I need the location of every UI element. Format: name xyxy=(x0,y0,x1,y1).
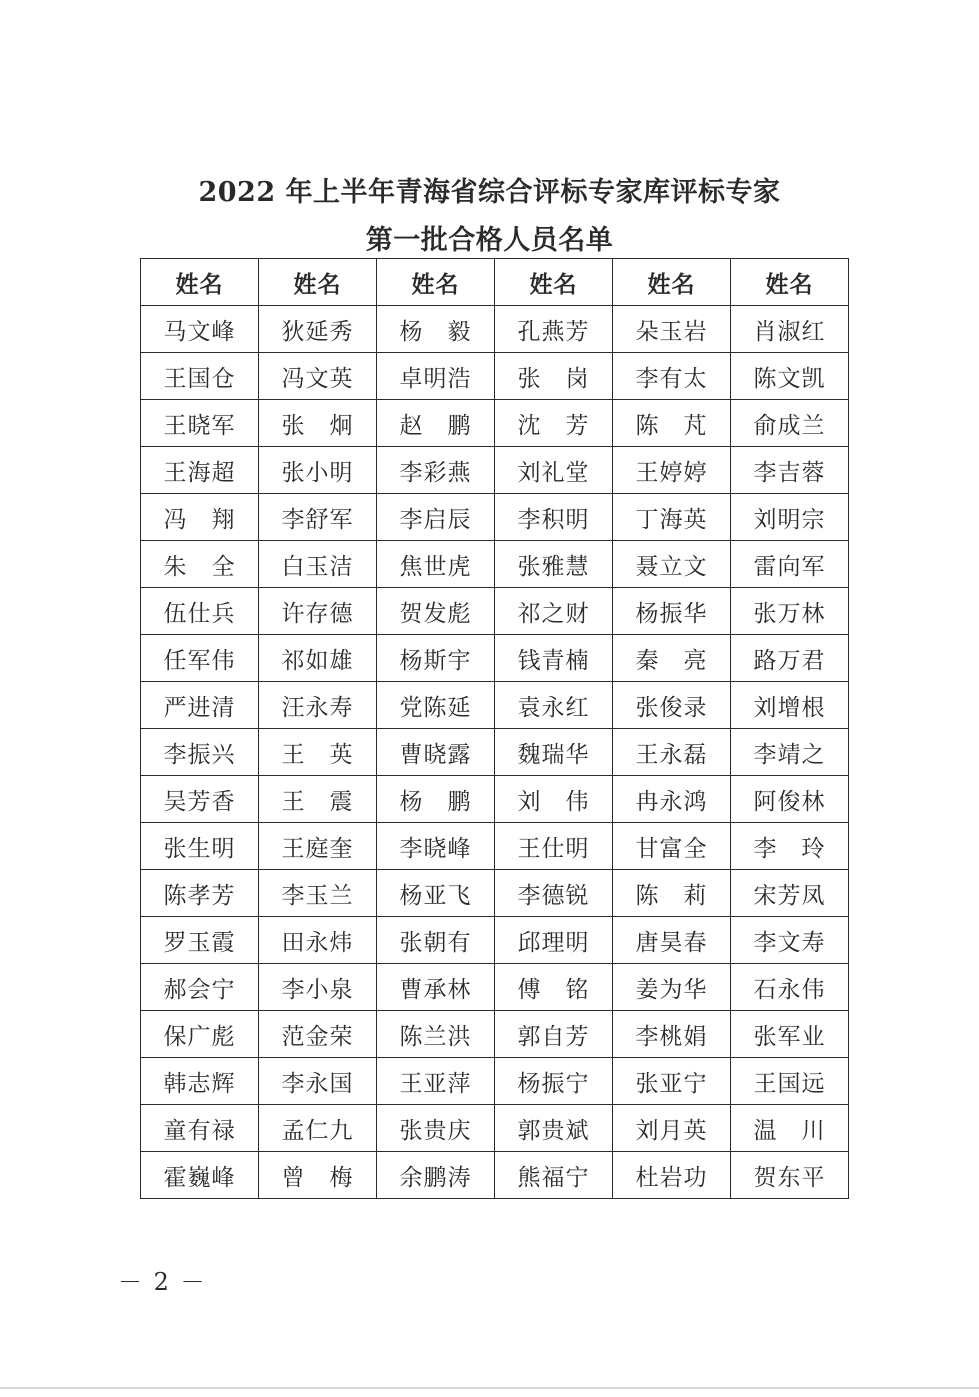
name-cell: 陈文凯 xyxy=(731,353,849,400)
name-cell: 吴芳香 xyxy=(141,776,259,823)
name-cell: 伍仕兵 xyxy=(141,588,259,635)
name-cell: 张万林 xyxy=(731,588,849,635)
table-header-row xyxy=(141,259,849,306)
column-header: 姓名 xyxy=(495,259,613,306)
name-cell: 孟仁九 xyxy=(259,1105,377,1152)
name-cell: 张小明 xyxy=(259,447,377,494)
name-cell: 张朝有 xyxy=(377,917,495,964)
name-cell: 李永国 xyxy=(259,1058,377,1105)
name-cell: 张亚宁 xyxy=(613,1058,731,1105)
page-number: － 2 － xyxy=(118,1268,207,1296)
name-cell: 钱青楠 xyxy=(495,635,613,682)
name-cell: 李晓峰 xyxy=(377,823,495,870)
name-cell: 白玉洁 xyxy=(259,541,377,588)
column-header: 姓名 xyxy=(259,259,377,306)
name-cell: 焦世虎 xyxy=(377,541,495,588)
name-cell: 秦 亮 xyxy=(613,635,731,682)
name-cell: 李舒军 xyxy=(259,494,377,541)
name-cell: 俞成兰 xyxy=(731,400,849,447)
name-cell: 余鹏涛 xyxy=(377,1152,495,1199)
name-cell: 范金荣 xyxy=(259,1011,377,1058)
name-cell: 贺发彪 xyxy=(377,588,495,635)
name-cell: 王海超 xyxy=(141,447,259,494)
name-cell: 温 川 xyxy=(731,1105,849,1152)
name-cell: 李有太 xyxy=(613,353,731,400)
name-cell: 魏瑞华 xyxy=(495,729,613,776)
document-title-line2: 第一批合格人员名单 xyxy=(365,225,614,256)
name-cell: 路万君 xyxy=(731,635,849,682)
table-body xyxy=(141,306,849,1199)
name-cell: 袁永红 xyxy=(495,682,613,729)
name-cell: 王 震 xyxy=(259,776,377,823)
name-cell: 赵 鹏 xyxy=(377,400,495,447)
name-cell: 杨振华 xyxy=(613,588,731,635)
table-row xyxy=(141,823,849,870)
table-row xyxy=(141,1058,849,1105)
name-cell: 严进清 xyxy=(141,682,259,729)
name-cell: 刘 伟 xyxy=(495,776,613,823)
name-cell: 李彩燕 xyxy=(377,447,495,494)
column-header: 姓名 xyxy=(141,259,259,306)
name-cell: 张 岗 xyxy=(495,353,613,400)
name-cell: 郝会宁 xyxy=(141,964,259,1011)
name-cell: 曹晓露 xyxy=(377,729,495,776)
table-row xyxy=(141,964,849,1011)
name-cell: 邱理明 xyxy=(495,917,613,964)
name-cell: 杜岩功 xyxy=(613,1152,731,1199)
name-cell: 李积明 xyxy=(495,494,613,541)
name-cell: 傅 铭 xyxy=(495,964,613,1011)
name-cell: 刘礼堂 xyxy=(495,447,613,494)
column-header: 姓名 xyxy=(731,259,849,306)
name-cell: 王晓军 xyxy=(141,400,259,447)
name-cell: 阿俊林 xyxy=(731,776,849,823)
name-cell: 熊福宁 xyxy=(495,1152,613,1199)
name-cell: 雷向军 xyxy=(731,541,849,588)
document-title-line1: 2022 年上半年青海省综合评标专家库评标专家 xyxy=(198,177,781,208)
table-row xyxy=(141,1011,849,1058)
name-cell: 王亚萍 xyxy=(377,1058,495,1105)
name-cell: 王 英 xyxy=(259,729,377,776)
name-cell: 沈 芳 xyxy=(495,400,613,447)
name-cell: 杨振宁 xyxy=(495,1058,613,1105)
name-cell: 保广彪 xyxy=(141,1011,259,1058)
table-row xyxy=(141,682,849,729)
name-cell: 许存德 xyxy=(259,588,377,635)
table-row xyxy=(141,494,849,541)
name-cell: 贺东平 xyxy=(731,1152,849,1199)
name-cell: 杨亚飞 xyxy=(377,870,495,917)
table-row xyxy=(141,635,849,682)
name-cell: 曾 梅 xyxy=(259,1152,377,1199)
name-cell: 郭自芳 xyxy=(495,1011,613,1058)
name-cell: 汪永寿 xyxy=(259,682,377,729)
name-cell: 曹承林 xyxy=(377,964,495,1011)
name-cell: 李靖之 xyxy=(731,729,849,776)
name-cell: 杨 毅 xyxy=(377,306,495,353)
name-cell: 丁海英 xyxy=(613,494,731,541)
name-cell: 韩志辉 xyxy=(141,1058,259,1105)
name-cell: 张生明 xyxy=(141,823,259,870)
column-header: 姓名 xyxy=(377,259,495,306)
name-cell: 甘富全 xyxy=(613,823,731,870)
table-row xyxy=(141,541,849,588)
name-cell: 李文寿 xyxy=(731,917,849,964)
name-cell: 李吉蓉 xyxy=(731,447,849,494)
name-cell: 李玉兰 xyxy=(259,870,377,917)
table-row xyxy=(141,870,849,917)
name-cell: 冉永鸿 xyxy=(613,776,731,823)
name-cell: 张俊录 xyxy=(613,682,731,729)
name-cell: 狄延秀 xyxy=(259,306,377,353)
table-row xyxy=(141,776,849,823)
name-cell: 姜为华 xyxy=(613,964,731,1011)
name-cell: 肖淑红 xyxy=(731,306,849,353)
scan-edge-line xyxy=(0,1387,979,1389)
qualified-experts-table xyxy=(140,258,849,1199)
column-header: 姓名 xyxy=(613,259,731,306)
table-row xyxy=(141,588,849,635)
name-cell: 宋芳凤 xyxy=(731,870,849,917)
name-cell: 刘增根 xyxy=(731,682,849,729)
name-cell: 刘月英 xyxy=(613,1105,731,1152)
name-cell: 陈 芃 xyxy=(613,400,731,447)
name-cell: 杨 鹏 xyxy=(377,776,495,823)
name-cell: 唐昊春 xyxy=(613,917,731,964)
name-cell: 张军业 xyxy=(731,1011,849,1058)
name-cell: 张贵庆 xyxy=(377,1105,495,1152)
name-cell: 李德锐 xyxy=(495,870,613,917)
name-cell: 李小泉 xyxy=(259,964,377,1011)
name-cell: 张 炯 xyxy=(259,400,377,447)
table-row xyxy=(141,447,849,494)
name-cell: 朵玉岩 xyxy=(613,306,731,353)
name-cell: 祁如雄 xyxy=(259,635,377,682)
table-row xyxy=(141,1105,849,1152)
name-cell: 王国远 xyxy=(731,1058,849,1105)
name-cell: 郭贵斌 xyxy=(495,1105,613,1152)
table-row xyxy=(141,306,849,353)
name-cell: 卓明浩 xyxy=(377,353,495,400)
name-cell: 张雅慧 xyxy=(495,541,613,588)
name-cell: 李振兴 xyxy=(141,729,259,776)
name-cell: 霍巍峰 xyxy=(141,1152,259,1199)
name-cell: 李桃娟 xyxy=(613,1011,731,1058)
name-cell: 童有禄 xyxy=(141,1105,259,1152)
name-cell: 李启辰 xyxy=(377,494,495,541)
name-cell: 朱 全 xyxy=(141,541,259,588)
name-cell: 罗玉霞 xyxy=(141,917,259,964)
table-row xyxy=(141,917,849,964)
name-cell: 王永磊 xyxy=(613,729,731,776)
name-cell: 陈孝芳 xyxy=(141,870,259,917)
name-cell: 王国仓 xyxy=(141,353,259,400)
table-row xyxy=(141,729,849,776)
name-cell: 冯文英 xyxy=(259,353,377,400)
table-row xyxy=(141,400,849,447)
name-cell: 刘明宗 xyxy=(731,494,849,541)
name-cell: 石永伟 xyxy=(731,964,849,1011)
name-cell: 陈兰洪 xyxy=(377,1011,495,1058)
name-cell: 李 玲 xyxy=(731,823,849,870)
name-cell: 田永炜 xyxy=(259,917,377,964)
name-cell: 党陈延 xyxy=(377,682,495,729)
name-cell: 冯 翔 xyxy=(141,494,259,541)
name-cell: 杨斯宇 xyxy=(377,635,495,682)
table-row xyxy=(141,1152,849,1199)
table-row xyxy=(141,353,849,400)
name-cell: 王庭奎 xyxy=(259,823,377,870)
name-cell: 孔燕芳 xyxy=(495,306,613,353)
name-cell: 马文峰 xyxy=(141,306,259,353)
name-cell: 王仕明 xyxy=(495,823,613,870)
name-cell: 任军伟 xyxy=(141,635,259,682)
name-cell: 聂立文 xyxy=(613,541,731,588)
name-cell: 陈 莉 xyxy=(613,870,731,917)
name-cell: 王婷婷 xyxy=(613,447,731,494)
name-cell: 祁之财 xyxy=(495,588,613,635)
